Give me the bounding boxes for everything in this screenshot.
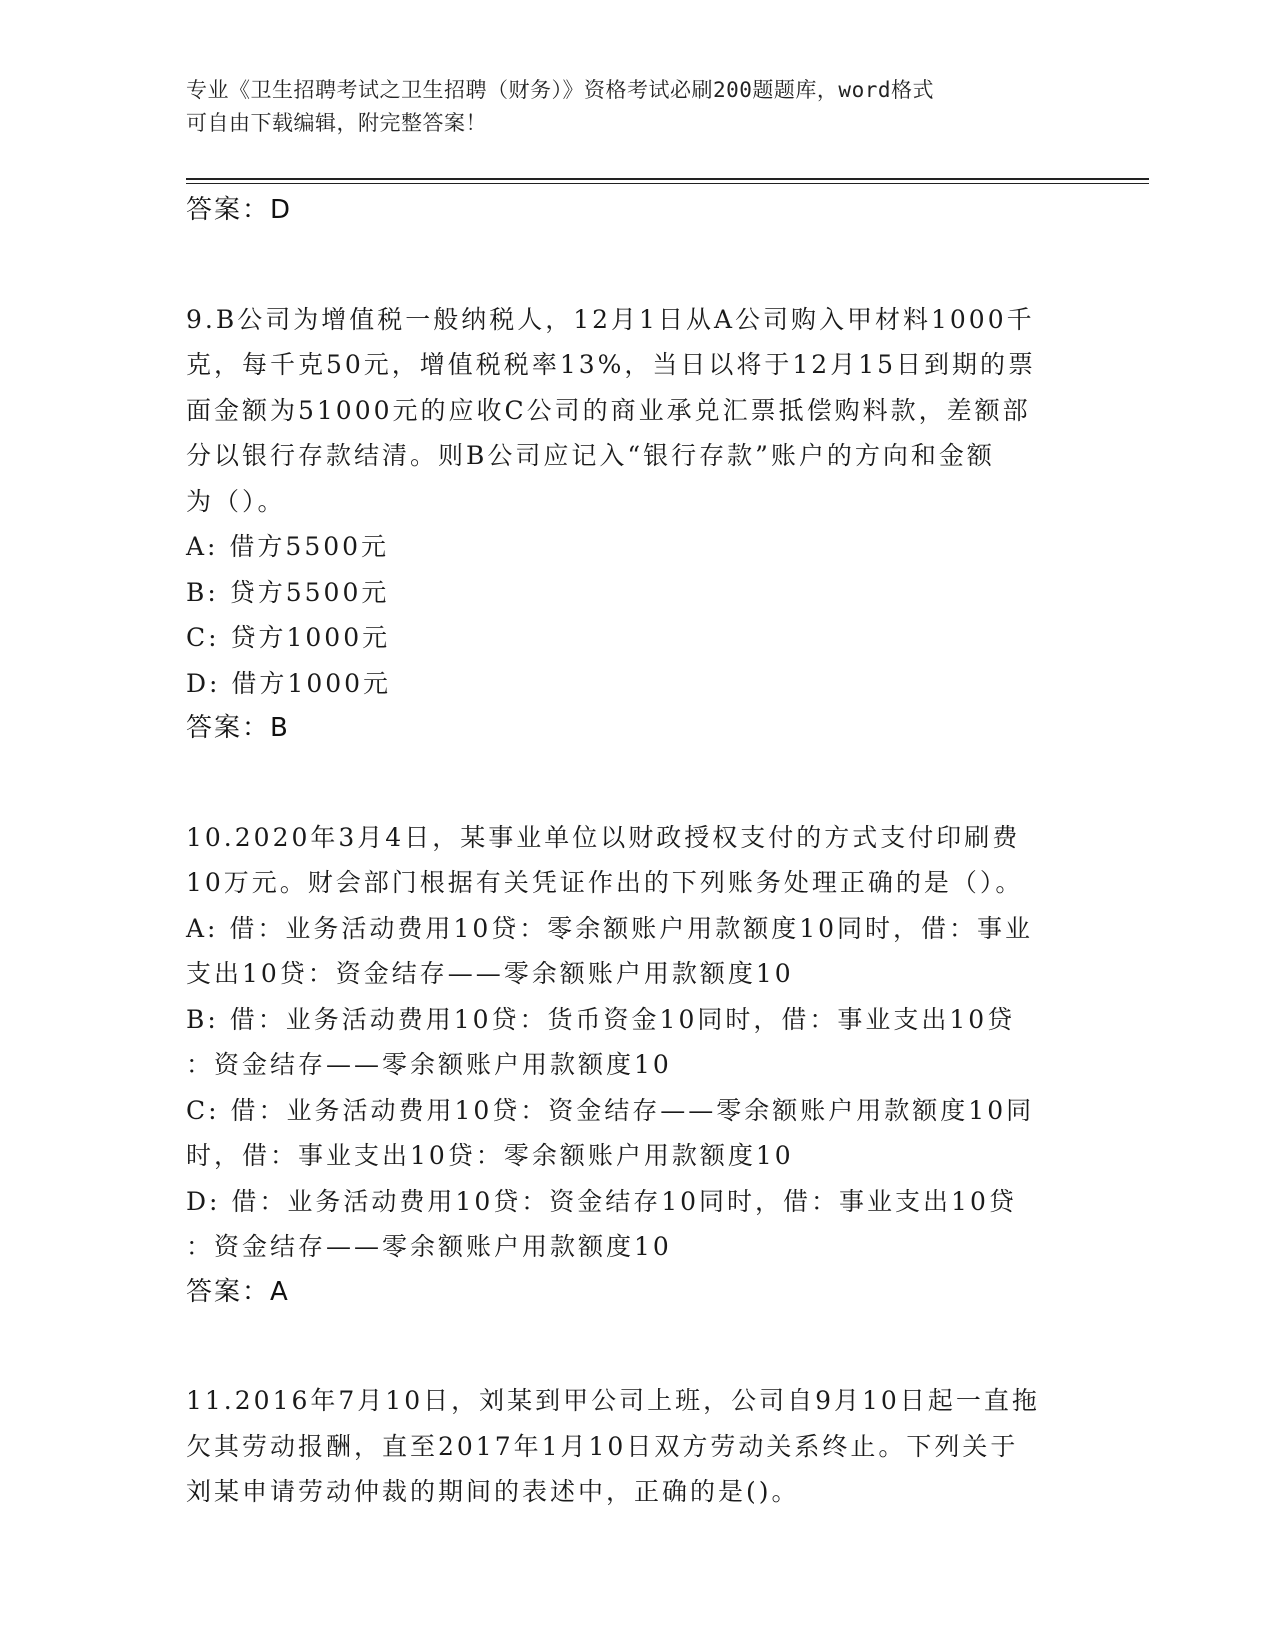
question-10-option-d-line-2: ：资金结存——零余额账户用款额度10 — [186, 1232, 672, 1261]
question-9-stem-line-4: 分以银行存款结清。则B公司应记入“银行存款”账户的方向和金额 — [186, 441, 995, 470]
question-9-option-d: D: 借方1000元 — [186, 668, 392, 698]
question-10-stem-line-2: 10万元。财会部门根据有关凭证作出的下列账务处理正确的是（）。 — [186, 868, 1024, 897]
question-10-option-c-line-1: C: 借：业务活动费用10贷：资金结存——零余额账户用款额度10同 — [186, 1095, 1035, 1125]
question-10-answer: 答案：A — [186, 1276, 290, 1307]
question-9-option-c: C: 贷方1000元 — [186, 623, 391, 652]
question-11 — [186, 1378, 1086, 1515]
question-9 — [186, 297, 1086, 752]
question-9-stem-line-5: 为（）。 — [186, 486, 286, 516]
question-10-option-a-line-1: A: 借：业务活动费用10贷：零余额账户用款额度10同时，借：事业 — [186, 913, 1034, 943]
question-10-option-d-line-1: D: 借：业务活动费用10贷：资金结存10同时，借：事业支出10贷 — [186, 1186, 1017, 1216]
question-9-stem-line-3: 面金额为51000元的应收C公司的商业承兑汇票抵偿购料款，差额部 — [186, 395, 1031, 425]
question-10-option-c-line-2: 时，借：事业支出10贷：零余额账户用款额度10 — [186, 1141, 794, 1170]
spacer — [186, 1315, 1086, 1378]
question-10 — [186, 815, 1086, 1316]
question-11-stem-line-1: 11.2016年7月10日，刘某到甲公司上班，公司自9月10日起一直拖 — [186, 1386, 1040, 1415]
spacer — [186, 752, 1086, 815]
document-header — [186, 74, 1066, 140]
header-divider-thick — [186, 178, 1149, 180]
question-10-option-b-line-1: B: 借：业务活动费用10贷：货币资金10同时，借：事业支出10贷 — [186, 1004, 1016, 1034]
previous-answer: 答案：D — [186, 195, 293, 225]
question-9-stem-line-1: 9.B公司为增值税一般纳税人，12月1日从A公司购入甲材料1000千 — [186, 304, 1035, 334]
question-10-option-a-line-2: 支出10贷：资金结存——零余额账户用款额度10 — [186, 959, 794, 988]
question-11-stem-line-2: 欠其劳动报酬，直至2017年1月10日双方劳动关系终止。下列关于 — [186, 1431, 1019, 1461]
question-9-option-a: A: 借方5500元 — [186, 532, 390, 561]
header-line-2: 可自由下载编辑，附完整答案！ — [186, 111, 487, 135]
question-9-stem-line-2: 克，每千克50元，增值税税率13%，当日以将于12月15日到期的票 — [186, 350, 1037, 379]
question-11-stem-line-3: 刘某申请劳动仲裁的期间的表述中，正确的是()。 — [186, 1477, 800, 1506]
question-9-option-b: B: 贷方5500元 — [186, 577, 390, 607]
header-divider-thin — [186, 183, 1149, 184]
spacer — [186, 234, 1086, 297]
question-9-answer: 答案：B — [186, 713, 290, 743]
question-10-option-b-line-2: ：资金结存——零余额账户用款额度10 — [186, 1050, 672, 1079]
question-10-stem-line-1: 10.2020年3月4日，某事业单位以财政授权支付的方式支付印刷费 — [186, 822, 1021, 852]
header-line-1: 专业《卫生招聘考试之卫生招聘（财务）》资格考试必刷200题题库，word格式 — [186, 78, 934, 102]
document-body — [186, 188, 1086, 1515]
